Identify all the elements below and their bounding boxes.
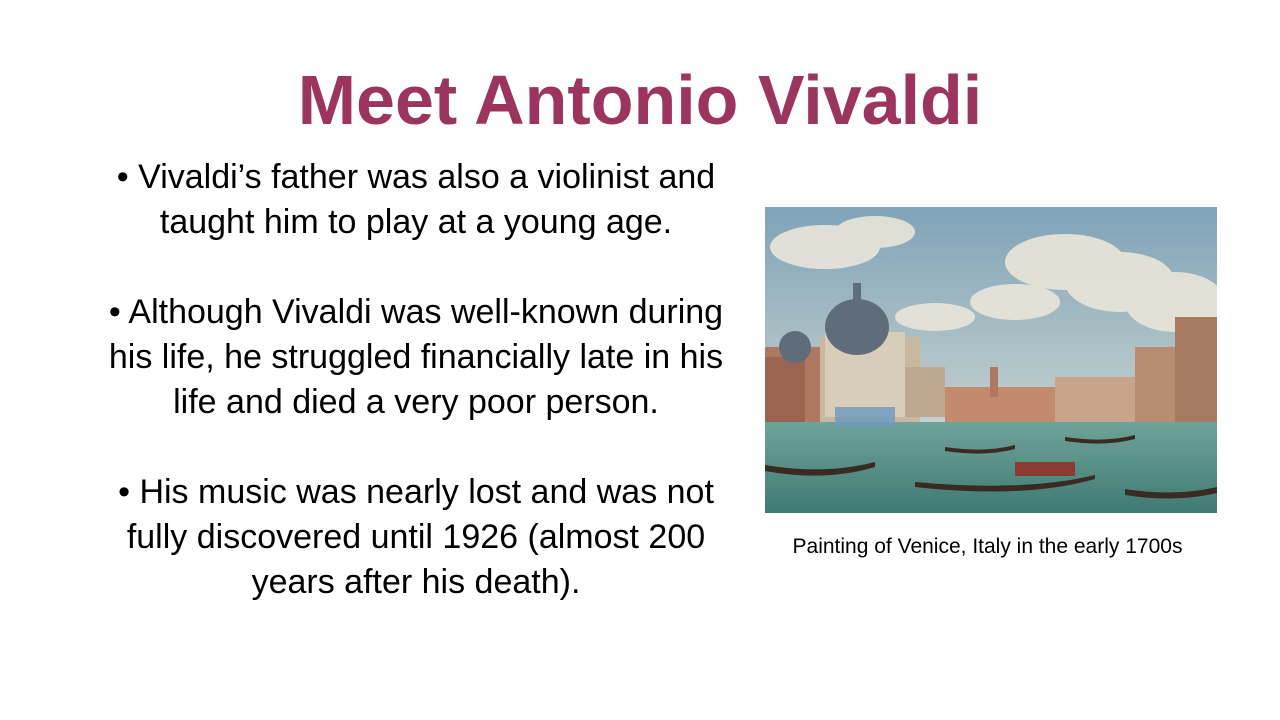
bullet-list bbox=[98, 155, 734, 605]
bullet-marker: • bbox=[116, 158, 129, 196]
bullet-item bbox=[98, 155, 734, 245]
slide-title: Meet Antonio Vivaldi bbox=[297, 61, 983, 139]
bullet-item bbox=[98, 290, 734, 425]
bullet-text: Vivaldi’s father was also a violinist and taught him to play at a young age. bbox=[138, 158, 716, 241]
bullet-item bbox=[98, 470, 734, 605]
venice-painting-image bbox=[765, 207, 1217, 513]
bullet-text: Although Vivaldi was well-known during his life, he struggled financially late in his life and died a very poor person. bbox=[108, 293, 724, 421]
bullet-marker: • bbox=[108, 293, 121, 331]
image-caption: Painting of Venice, Italy in the early 1700s bbox=[792, 535, 1183, 558]
bullet-text: His music was nearly lost and was not fully discovered until 1926 (almost 200 years after his death). bbox=[126, 473, 714, 601]
canal-water bbox=[765, 422, 1217, 513]
bullet-marker: • bbox=[118, 473, 130, 511]
